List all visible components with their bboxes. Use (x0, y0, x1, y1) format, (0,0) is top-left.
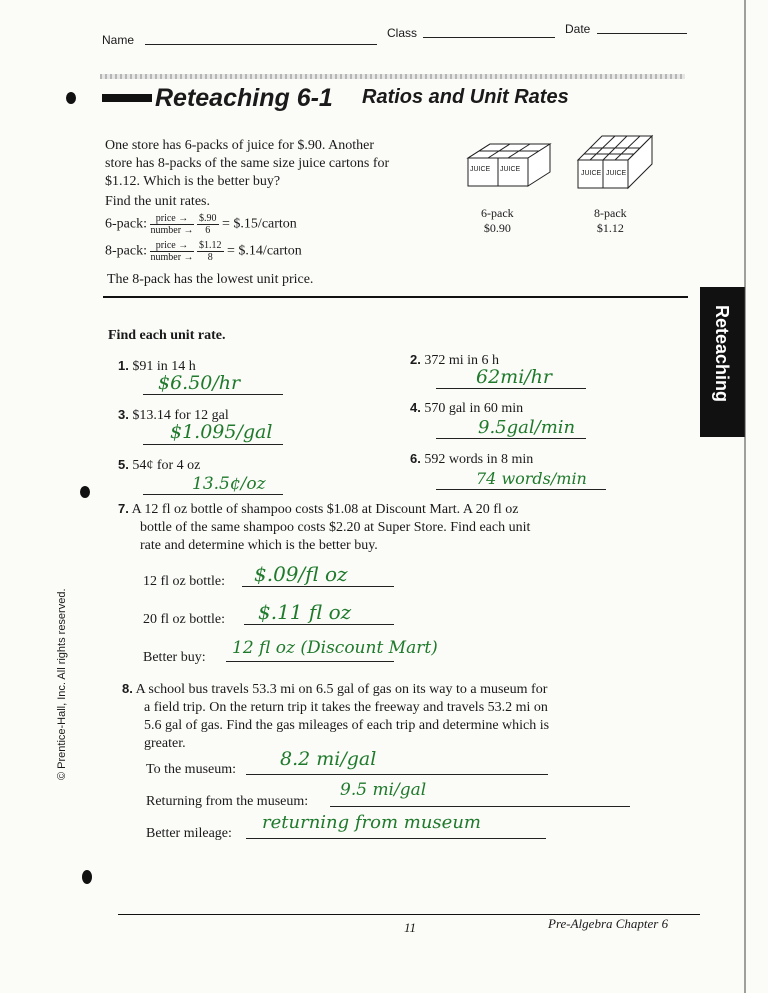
juice-packs-illustration (460, 130, 690, 190)
p8-a-label: To the museum: (146, 762, 237, 777)
answer-line (242, 586, 394, 587)
problem-1: 1. $91 in 14 h (118, 358, 196, 374)
juice-label: JUICE (581, 170, 602, 177)
six-pack-caption: 6-pack $0.90 (481, 206, 514, 235)
page-number: 11 (404, 920, 417, 935)
p7-a-label: 12 fl oz bottle: (143, 574, 226, 589)
p7-c-label: Better buy: (143, 650, 206, 665)
p7-c-answer: 12 fl oz (Discount Mart) (232, 638, 438, 658)
hole-punch (82, 870, 92, 884)
answer-5: 13.5¢/oz (192, 474, 266, 494)
p7-a-answer: $.09/fl oz (254, 562, 348, 586)
hole-punch (66, 92, 76, 104)
problem-3: 3. $13.14 for 12 gal (118, 407, 229, 423)
name-line (145, 44, 377, 45)
answer-6: 74 words/min (476, 469, 587, 488)
example-text: One store has 6-packs of juice for $.90. Another store has 8-packs of the same size juice cartons for $1.12. Which is the better buy? Find the unit rates. (105, 138, 390, 209)
copyright-notice: © Prentice-Hall, Inc. All rights reserved. (56, 588, 68, 780)
answer-line (436, 489, 606, 490)
juice-label: JUICE (500, 166, 521, 173)
date-label: Date (565, 22, 591, 36)
p7-b-answer: $.11 fl oz (258, 600, 352, 624)
problem-7: 7. A 12 fl oz bottle of shampoo costs $1.08 at Discount Mart. A 20 fl oz bottle of the same shampoo costs $2.20 at Super Store. Find each unit rate and determine which is the better buy. (118, 501, 531, 553)
answer-2: 62mi/hr (476, 366, 552, 388)
page-subtitle: Ratios and Unit Rates (362, 86, 569, 108)
p8-c-label: Better mileage: (146, 826, 232, 841)
answer-4: 9.5gal/min (478, 417, 576, 438)
section-divider (103, 296, 688, 298)
p8-b-answer: 9.5 mi/gal (340, 780, 427, 800)
eight-pack-caption: 8-pack $1.12 (594, 206, 627, 235)
scan-edge (744, 0, 746, 993)
juice-label: JUICE (606, 170, 627, 177)
page-title: Reteaching 6-1 (155, 84, 333, 112)
class-label: Class (387, 26, 418, 40)
decorative-band (100, 74, 685, 79)
p8-b-label: Returning from the museum: (146, 794, 309, 809)
problem-5: 5. 54¢ for 4 oz (118, 457, 201, 473)
p7-b-label: 20 fl oz bottle: (143, 612, 226, 627)
reteaching-tab-label: Reteaching (712, 305, 732, 403)
juice-label: JUICE (470, 166, 491, 173)
hole-punch (80, 486, 90, 498)
date-line (597, 33, 687, 34)
book-chapter: Pre-Algebra Chapter 6 (548, 916, 669, 931)
answer-line (246, 838, 546, 839)
p8-a-answer: 8.2 mi/gal (280, 748, 377, 770)
answer-line (246, 774, 548, 775)
answer-line (436, 438, 586, 439)
problem-8: 8. A school bus travels 53.3 mi on 6.5 gal of gas on its way to a museum for a field trip. On the return trip it takes the freeway and travels 53.2 mi on 5.6 gal of gas. Find the gas mileages of each trip and determine which is greater. (122, 681, 550, 751)
section-heading: Find each unit rate. (108, 328, 226, 343)
title-bar (102, 94, 152, 102)
answer-line (143, 394, 283, 395)
eight-pack-calc: 8-pack: $\frac{\text{price →}}{\text{number →}}$ $\frac{\$1.12}{8}$ = $.14/carton (105, 240, 302, 263)
class-line (423, 37, 555, 38)
footer-rule (118, 914, 700, 915)
conclusion-text: The 8-pack has the lowest unit price. (107, 272, 314, 287)
name-label: Name (102, 33, 135, 47)
problem-6: 6. 592 words in 8 min (410, 451, 534, 467)
answer-line (226, 661, 394, 662)
six-pack-calc: 6-pack: $\frac{\text{price →}}{\text{number →}}$ $\frac{\$.90}{6}$ = $.15/carton (105, 213, 297, 236)
reteaching-tab (700, 287, 745, 437)
answer-line (330, 806, 630, 807)
answer-line (143, 494, 283, 495)
answer-3: $1.095/gal (170, 421, 273, 443)
answer-line (244, 624, 394, 625)
p8-c-answer: returning from museum (262, 812, 481, 833)
answer-line (436, 388, 586, 389)
answer-1: $6.50/hr (158, 372, 241, 394)
problem-4: 4. 570 gal in 60 min (410, 400, 524, 416)
problem-2: 2. 372 mi in 6 h (410, 352, 500, 368)
answer-line (143, 444, 283, 445)
